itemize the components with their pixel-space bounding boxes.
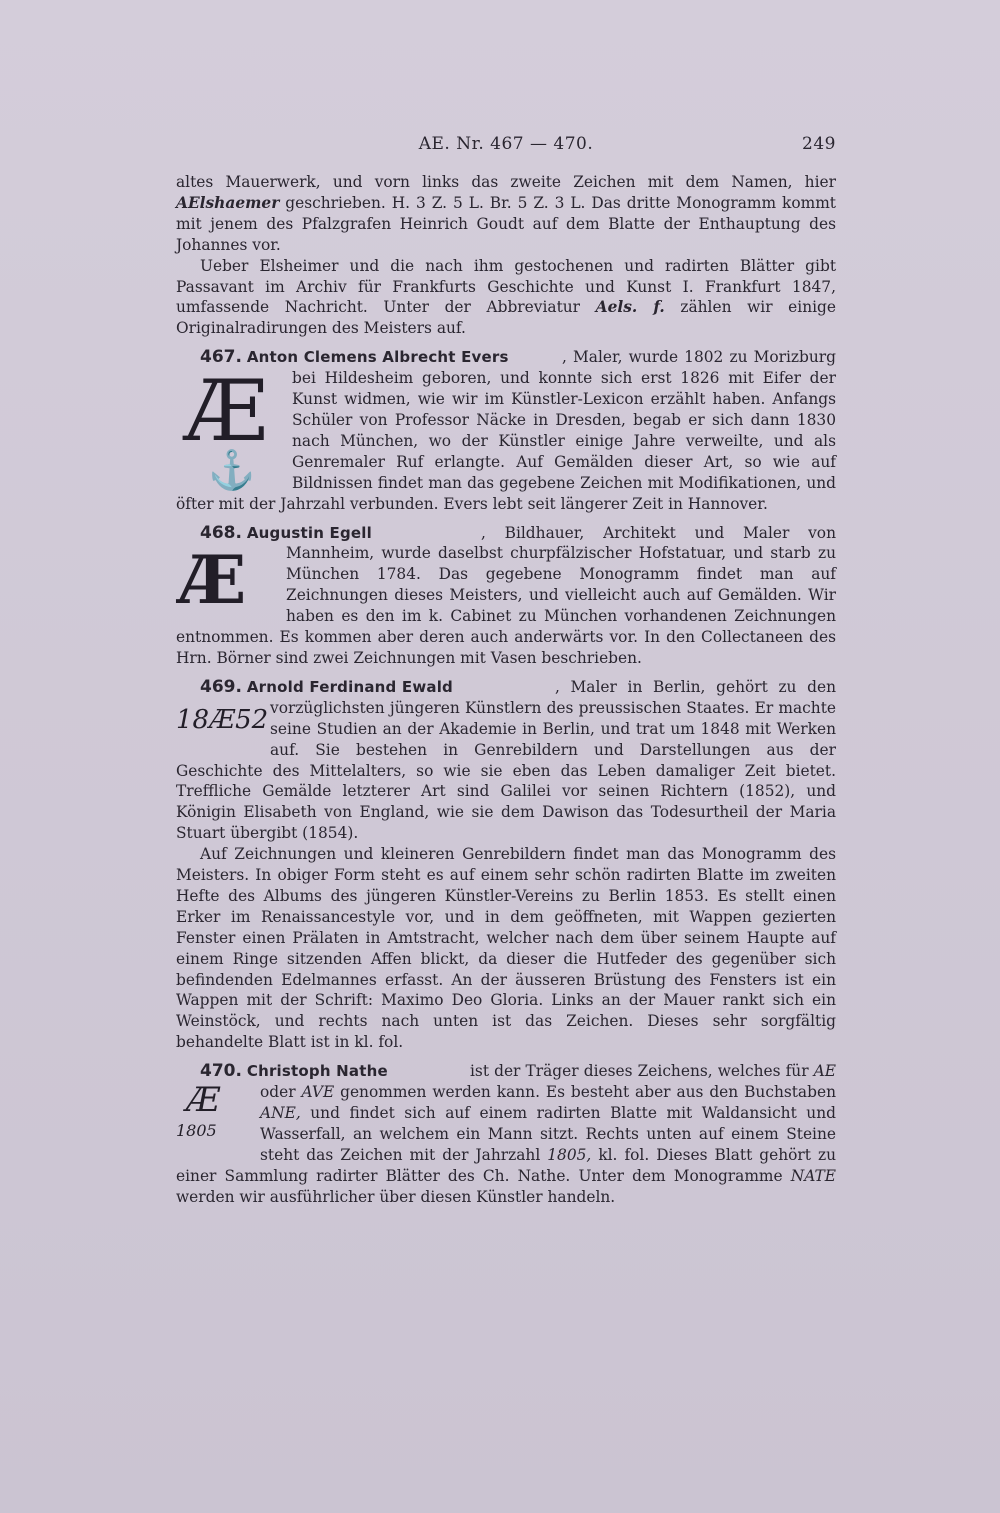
page-number: 249 xyxy=(802,134,836,154)
entry-number: 468. xyxy=(200,522,242,543)
entry-467-body xyxy=(176,347,836,514)
entry-469-text: , Maler in Berlin, gehört zu den vorzüglichsten jüngeren Künstlern des preussischen Staates. Er machte seine Studien an der Akademie in Berlin, und trat um 1848 mit Werken auf. Sie bestehen in Genrebildern und Darstellungen aus der Geschichte des Mittelalters, so wie sie eben das Leben damaliger Zeit bietet. Treffliche Gemälde letzterer Art sind Galilei vor seinen Richtern (1852), und Königin Elisabeth von England, wie sie dem Dawison das Todesurtheil der Maria Stuart übergibt (1854). xyxy=(176,677,836,843)
abbreviation-text: Aels. f. xyxy=(595,298,665,317)
entry-468-text: , Bildhauer, Architekt und Maler von Mannheim, wurde daselbst churpfälzischer Hofstatuar, und starb zu München 1784. Das gegebene Monogramm findet man auf Zeichnungen dieses Meisters, und vielleicht auch auf Gemälden. Wir haben es den im k. Cabinet zu München vorhandenen Zeichnungen entnommen. Es kommen aber deren auch anderwärts vor. In den Collectaneen des Hrn. Börner sind zwei Zeichnungen mit Vasen beschrieben. xyxy=(176,523,836,667)
intro-paragraph-2: Ueber Elsheimer und die nach ihm gestochenen und radirten Blätter gibt Passavant im Archiv für Frankfurts Geschichte und Kunst I. Frankfurt 1847, umfassende Nachricht. Unter der Abbreviatur Aels. f. zählen wir einige Originalradirungen des Meisters auf. xyxy=(176,256,836,338)
entry-467-text: , Maler, wurde 1802 zu Morizburg bei Hildesheim geboren, und konnte sich erst 1826 mit Eifer der Kunst widmen, wie wir im Künstler-Lexicon erzählt haben. Anfangs Schüler von Professor Näcke in Dresden, begab er sich dann 1830 nach München, wo der Künstler einige Jahre verweilte, und als Genremaler Ruf erlangte. Auf Gemälden dieser Art, so wie auf Bildnissen findet man das gegebene Zeichen mit Modifikationen, und öfter mit der Jahrzahl verbunden. Evers lebt seit längerer Zeit in Hannover. xyxy=(176,348,836,513)
entry-number: 470. xyxy=(200,1061,242,1082)
entry-name: Anton Clemens Albrecht Evers xyxy=(246,348,509,367)
entry-470-text: ist der Träger dieses Zeichens, welches für AE oder AVE genommen werden kann. Es besteht aber aus den Buchstaben ANE, und findet sich auf einem radirten Blatte mit Waldansicht und Wasserfall, an welchem ein Mann sitzt. Rechts unten auf einem Steine steht das Zeichen mit der Jahrzahl 1805, kl. fol. Dieses Blatt gehört zu einer Sammlung radirter Blätter des Ch. Nathe. Unter dem Monogramme NATE werden wir ausführlicher über diesen Künstler handeln. xyxy=(176,1062,836,1206)
intro-paragraph-1: altes Mauerwerk, und vorn links das zweite Zeichen mit dem Namen, hier AElshaemer geschrieben. H. 3 Z. 5 L. Br. 5 Z. 3 L. Das dritte Monogramm kommt mit jenem des Pfalzgrafen Heinrich Goudt auf dem Blatte der Enthauptung des Johannes vor. xyxy=(176,173,836,254)
entry-name: Christoph Nathe xyxy=(246,1062,388,1081)
entry-name: Arnold Ferdinand Ewald xyxy=(246,677,453,696)
artist-signature-text: AElshaemer xyxy=(176,193,280,212)
entry-name: Augustin Egell xyxy=(246,523,372,542)
entry-number: 467. xyxy=(200,347,242,368)
monogram-ae-anchor-icon: Æ ⚓ xyxy=(184,362,269,493)
entry-469-text-2: Auf Zeichnungen und kleineren Genrebildern findet man das Monogramm des Meisters. In obiger Form steht es auf einem sehr schön radirten Blatte im zweiten Hefte des Albums des jüngeren Künstler-Vereins zu Berlin 1853. Es stellt einen Erker im Renaissancestyle vor, und in dem geöffneten, mit Wappen gezierten Fenster einen Prälaten in Amtstracht, welcher nach dem über seinem Haupte auf einem Ringe sitzenden Affen blickt, da dieser die Hutfeder des gegenüber sich befindenden Edelmannes erfasst. An der äusseren Brüstung des Fensters ist ein Wappen mit der Schrift: Maximo Deo Gloria. Links an der Mauer rankt sich ein Weinstöck, und rechts nach unten ist das Zeichen. Dieses sehr sorgfältig behandelte Blatt ist in kl. fol. xyxy=(176,845,836,1052)
entry-number: 469. xyxy=(200,676,242,697)
entry-468-body xyxy=(176,523,836,669)
running-header xyxy=(176,134,836,158)
monogram-ae-1805-icon: Æ 1805 xyxy=(176,1080,221,1141)
monogram-dated-icon: 18Æ52 xyxy=(176,704,269,735)
monogram-ae-ligature-icon: Æ xyxy=(178,540,247,619)
body-text xyxy=(176,172,836,1208)
entry-469-body xyxy=(176,677,836,844)
header-title: AE. Nr. 467 — 470. xyxy=(418,134,594,154)
entry-470-body xyxy=(176,1061,836,1207)
